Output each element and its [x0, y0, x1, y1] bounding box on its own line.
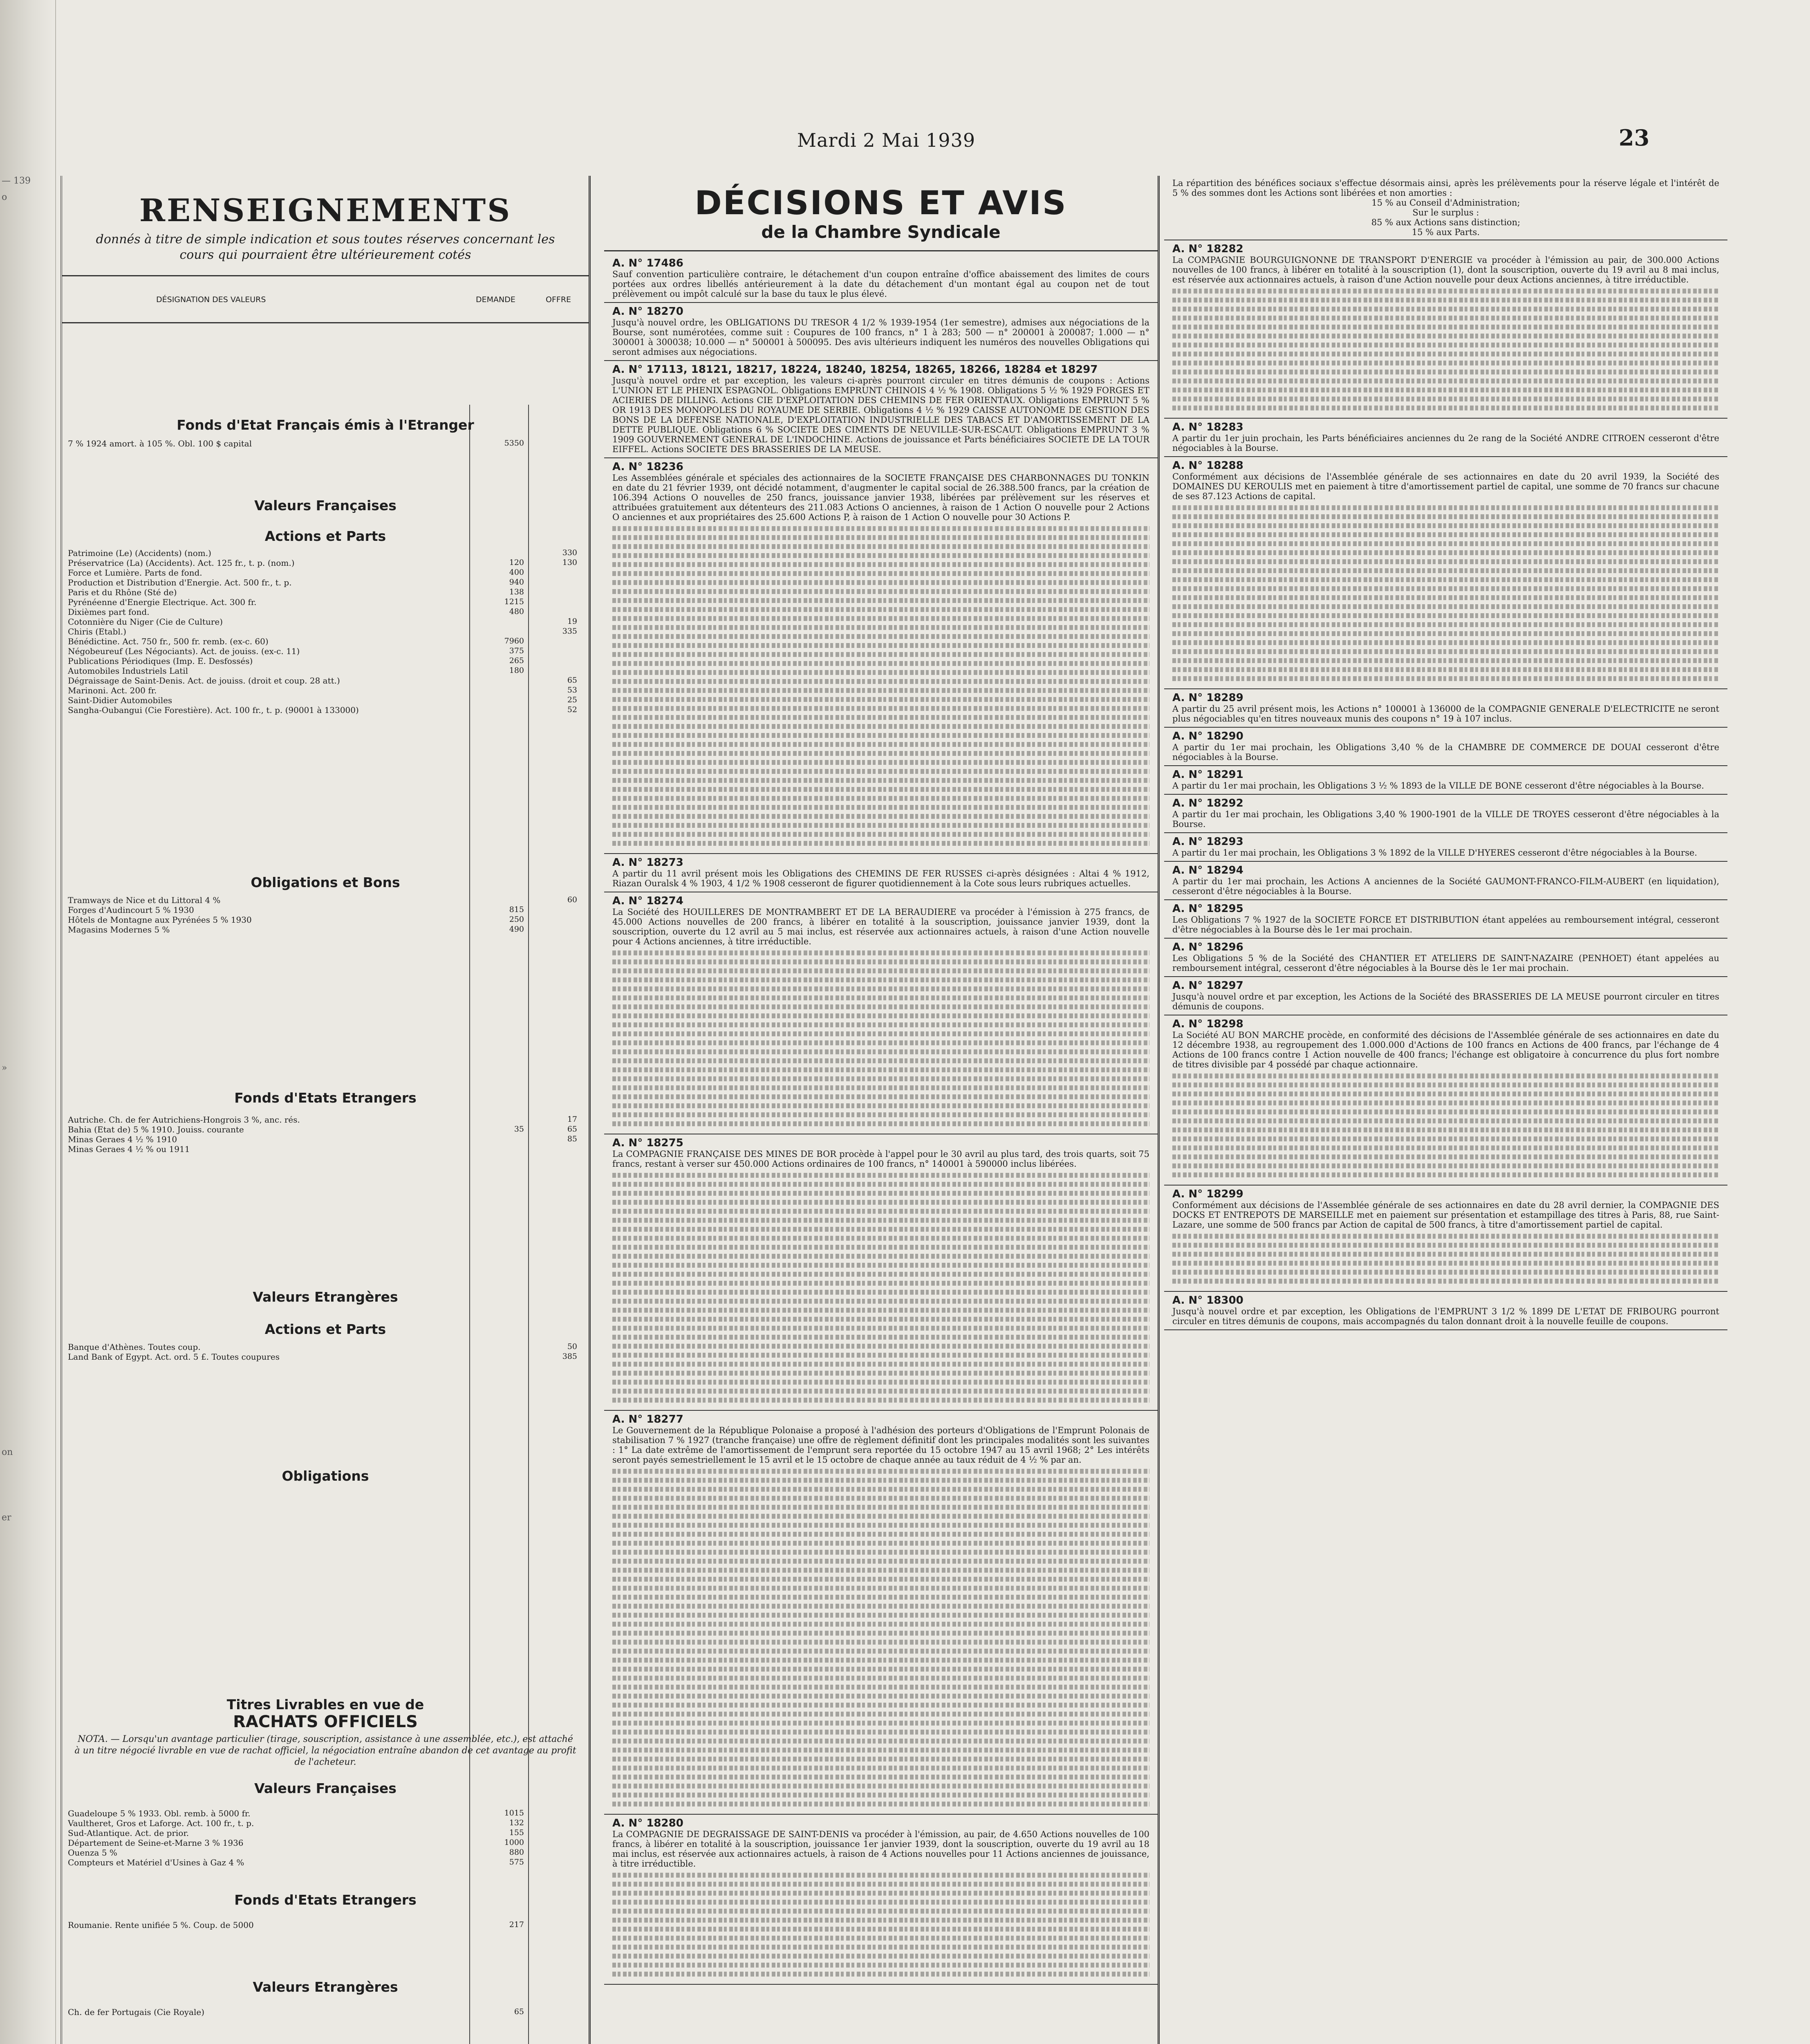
notice-text: Les Obligations 5 % de la Société des CHANTIER ET ATELIERS DE SAINT-NAZAIRE (PENHOET) étant appelées au remboursement intégral, cesseront d'être négociables à la Bourse dès le 1er mai prochain. — [1172, 953, 1719, 973]
value-demande: 1000 — [504, 1838, 524, 1847]
value-designation: Bénédictine. Act. 750 fr., 500 fr. remb. (ex-c. 60) — [68, 637, 269, 646]
notice-text: A partir du 1er juin prochain, les Parts bénéficiaires anciennes du 2e rang de la Société ANDRE CITROEN cesseront d'être négociables à la Bourse. — [1172, 433, 1719, 453]
notice-number: A. N° 17486 — [612, 257, 683, 269]
notice-number: A. N° 18297 — [1172, 979, 1243, 992]
notice — [1164, 1186, 1727, 1292]
notice — [1164, 977, 1727, 1015]
value-designation: Paris et du Rhône (Sté de) — [68, 587, 177, 597]
table-row — [62, 578, 589, 587]
value-offre: 50 — [567, 1342, 577, 1351]
value-designation: Forges d'Audincourt 5 % 1930 — [68, 905, 194, 915]
notice-text: Jusqu'à nouvel ordre et par exception, les Actions de la Société des BRASSERIES DE LA MEUSE pourront circuler en titres démunis de coupons. — [1172, 992, 1719, 1011]
value-demande: 180 — [509, 666, 524, 675]
table-row — [62, 617, 589, 627]
repartition-line-1: 15 % au Conseil d'Administration; — [1371, 198, 1520, 208]
value-designation: Chiris (Etabl.) — [68, 627, 126, 637]
page-number: 23 — [1619, 125, 1650, 151]
value-designation: Département de Seine-et-Marne 3 % 1936 — [68, 1838, 244, 1848]
value-offre: 385 — [562, 1352, 577, 1361]
notice-continuation — [612, 1873, 1149, 1977]
value-designation: Hôtels de Montagne aux Pyrénées 5 % 1930 — [68, 915, 252, 925]
value-offre: 52 — [567, 705, 577, 714]
notice — [604, 303, 1158, 361]
value-designation: Patrimoine (Le) (Accidents) (nom.) — [68, 548, 211, 558]
value-designation: Minas Geraes 4 ½ % ou 1911 — [68, 1144, 190, 1154]
notice — [1164, 457, 1727, 689]
renseignements-column — [60, 176, 591, 2044]
value-demande: 155 — [509, 1828, 524, 1837]
decisions-column — [604, 176, 1160, 2044]
value-offre: 335 — [562, 627, 577, 636]
section-valeurs-francaises: Valeurs Françaises — [254, 498, 396, 513]
notice-number: A. N° 18282 — [1172, 243, 1243, 255]
value-demande: 815 — [509, 905, 524, 914]
value-demande: 265 — [509, 656, 524, 665]
value-designation: Sangha-Oubangui (Cie Forestière). Act. 100 fr., t. p. (90001 à 133000) — [68, 705, 359, 715]
renseignements-subtitle: donnés à titre de simple indication et sous toutes réserves concernant les cours qui pourraient être ultérieurement cotés — [96, 232, 555, 262]
notice-number: A. N° 18291 — [1172, 769, 1243, 781]
notice — [604, 458, 1158, 854]
notice-text: Sauf convention particulière contraire, le détachement d'un coupon entraîne d'office abaissement des limites de cours portées aux ordres libellés antérieurement à la date du détachement d'un montant égal au coupon net de tout prélèvement ou impôt calculé sur la base du taux le plus élevé. — [612, 269, 1149, 299]
notice-text: Jusqu'à nouvel ordre, les OBLIGATIONS DU TRESOR 4 1/2 % 1939-1954 (1er semestre), admises aux négociations de la Bourse, sont numérotées, comme suit : Coupures de 100 francs, n° 1 à 283; 500 — n° 200001 à 200087; 1.000 — n° 300001 à 300038; 10.000 — n° 500001 à 500095. Des avis ultérieurs indiquent les numéros des nouvelles Obligations qui seront admises aux négociations. — [612, 318, 1149, 357]
repartition-intro: La répartition des bénéfices sociaux s'effectue désormais ainsi, après les prélèvements pour la réserve légale et l'intérêt de 5 % des sommes dont les Actions sont libérées et non amorties : — [1172, 178, 1719, 198]
value-demande: 400 — [509, 568, 524, 577]
section-rachats-officiels: RACHATS OFFICIELS — [233, 1712, 418, 1731]
section-valeurs-etrangeres-2: Valeurs Etrangères — [253, 1979, 398, 1995]
value-offre: 65 — [567, 676, 577, 685]
section-actions-parts-2: Actions et Parts — [264, 1321, 386, 1337]
notice-text: Jusqu'à nouvel ordre et par exception, les Obligations de l'EMPRUNT 3 1/2 % 1899 DE L'ETAT DE FRIBOURG pourront circuler en titres démunis de coupons, mais accompagnés du talon donnant droit à la nouvelle feuille de coupons. — [1172, 1307, 1719, 1326]
rows-fonds-francais — [62, 439, 589, 448]
notice-text: Les Assemblées générale et spéciales des actionnaires de la SOCIETE FRANÇAISE DES CHARBONNAGES DU TONKIN en date du 21 février 1939, ont décidé notamment, d'augmenter le capital social de 26.388.500 francs, par la création de 106.394 Actions O nouvelles de 250 francs, jouissance janvier 1938, libérées par prélèvement sur les réserves et attribuées gratuitement aux détenteurs des 211.083 Actions O anciennes, à raison de 1 Action O nouvelle pour 2 Actions O anciennes et aux propriétaires des 25.600 Actions P, à raison de 1 Action O nouvelle pour 30 Actions P. — [612, 473, 1149, 522]
left-page-edge: — 139 o » on er — [0, 0, 56, 2044]
notice-number: A. N° 18283 — [1172, 421, 1243, 433]
notice-continuation — [1172, 1234, 1719, 1284]
table-row — [62, 686, 589, 695]
value-demande: 120 — [509, 558, 524, 567]
value-designation: Compteurs et Matériel d'Usines à Gaz 4 % — [68, 1858, 244, 1867]
value-designation: Land Bank of Egypt. Act. ord. 5 £. Toutes coupures — [68, 1352, 280, 1362]
value-designation: Dégraissage de Saint-Denis. Act. de jouiss. (droit et coup. 28 att.) — [68, 676, 340, 686]
page-date: Mardi 2 Mai 1939 — [797, 129, 976, 151]
value-demande: 375 — [509, 646, 524, 655]
value-designation: Vaultheret, Gros et Laforge. Act. 100 fr., t. p. — [68, 1818, 254, 1828]
notice — [1164, 728, 1727, 766]
table-row — [62, 2007, 589, 2017]
table-row — [62, 1838, 589, 1848]
notice — [1164, 240, 1727, 419]
notice-number: A. N° 18299 — [1172, 1188, 1243, 1200]
value-offre: 330 — [562, 548, 577, 557]
notice-number: A. N° 17113, 18121, 18217, 18224, 18240, 18254, 18265, 18266, 18284 et 18297 — [612, 363, 1098, 376]
notice-text: La Société AU BON MARCHE procède, en conformité des décisions de l'Assemblée générale de ses actionnaires en date du 12 décembre 1938, au regroupement des 1.000.000 d'Actions de 100 francs en Actions de 400 francs, par l'échange de 4 Actions de 100 francs contre 1 Action nouvelle de 400 francs; l'échange est obligatoire à concurrence du plus fort nombre de titres divisible par 4 possédé par chaque actionnaire. — [1172, 1030, 1719, 1069]
table-row — [62, 1858, 589, 1867]
rows-obligations-bons — [62, 895, 589, 935]
notice-number: A. N° 18296 — [1172, 941, 1243, 953]
notice — [1164, 795, 1727, 833]
table-row — [62, 1352, 589, 1362]
notice-number: A. N° 18298 — [1172, 1018, 1243, 1030]
notice-text: A partir du 1er mai prochain, les Obligations 3 ½ % 1893 de la VILLE DE BONE cesseront d'être négociables à la Bourse. — [1172, 781, 1704, 791]
value-demande: 5350 — [504, 439, 524, 448]
section-fonds-francais: Fonds d'Etat Français émis à l'Etranger — [177, 417, 474, 433]
value-offre: 17 — [567, 1115, 577, 1124]
section-valeurs-francaises-2: Valeurs Françaises — [254, 1780, 396, 1796]
notice-continuation — [1172, 289, 1719, 410]
value-demande: 217 — [509, 1920, 524, 1929]
notice-text: A partir du 1er mai prochain, les Actions A anciennes de la Société GAUMONT-FRANCO-FILM-AUBERT (en liquidation), cesseront d'être négociables à la Bourse. — [1172, 876, 1719, 896]
notice — [1164, 689, 1727, 728]
page-frame — [60, 176, 1728, 2044]
value-demande: 1215 — [504, 597, 524, 606]
table-row — [62, 558, 589, 568]
notice — [604, 1134, 1158, 1411]
table-row — [62, 1848, 589, 1858]
table-row — [62, 568, 589, 578]
notice-text: A partir du 25 avril présent mois, les Actions n° 100001 à 136000 de la COMPAGNIE GENERALE D'ELECTRICITE ne seront plus négociables qu'en titres nouveaux munis des coupons n° 19 à 107 inclus. — [1172, 704, 1719, 724]
notice — [1164, 833, 1727, 862]
section-fonds-etrangers: Fonds d'Etats Etrangers — [234, 1090, 417, 1106]
notice-text: La COMPAGNIE BOURGUIGNONNE DE TRANSPORT D'ENERGIE va procéder à l'émission au pair, de 300.000 Actions nouvelles de 100 francs, à libérer en totalité à la souscription (1), dont la souscription, ouverte du 19 avril au 8 mai inclus, est réservée aux actionnaires actuels, à raison d'une Action nouvelle pour deux Actions anciennes, à titre irréductible. — [1172, 255, 1719, 285]
value-designation: Guadeloupe 5 % 1933. Obl. remb. à 5000 fr. — [68, 1809, 251, 1818]
notice-text: Le Gouvernement de la République Polonaise a proposé à l'adhésion des porteurs d'Obligations de l'Emprunt Polonais de stabilisation 7 % 1927 (tranche française) une offre de règlement définitif dont les principales modalités sont les suivantes : 1° La date extrême de l'amortissement de l'emprunt sera reportée du 15 octobre 1947 au 15 avril 1968; 2° Les intérêts seront payés semestriellement le 15 avril et le 15 octobre de chaque année au taux réduit de 4 ½ % par an. — [612, 1425, 1149, 1465]
renseignements-title: RENSEIGNEMENTS — [139, 192, 512, 229]
value-designation: Cotonnière du Niger (Cie de Culture) — [68, 617, 223, 627]
section-actions-parts: Actions et Parts — [264, 528, 386, 544]
value-designation: Autriche. Ch. de fer Autrichiens-Hongrois 3 %, anc. rés. — [68, 1115, 300, 1125]
notice-text: Jusqu'à nouvel ordre et par exception, les valeurs ci-après pourront circuler en titres démunis de coupons : Actions L'UNION ET LE PHENIX ESPAGNOL. Obligations EMPRUNT CHINOIS 4 ½ % 1908. Obligations 5 ½ % 1929 FORGES ET ACIERIES DE DILLING. Actions CIE D'EXPLOITATION DES CHEMINS DE FER ORIENTAUX. Obligations EMPRUNT 5 % OR 1913 DES MONOPOLES DU ROYAUME DE SERBIE. Obligations 4 ½ % 1929 CAISSE AUTONOME DE GESTION DES BONS DE LA DEFENSE NATIONALE, D'EXPLOITATION INDUSTRIELLE DES TABACS ET D'AMORTISSEMENT DE LA DETTE PUBLIQUE. Obligations 6 % SOCIETE DES CIMENTS DE NEUVILLE-SUR-ESCAUT. Obligations EMPRUNT 3 % 1909 GOUVERNEMENT GENERAL DE L'INDOCHINE. Actions de jouissance et Parts bénéficiaires SOCIETE DE LA TOUR EIFFEL. Actions SOCIETE DES BRASSERIES DE LA MEUSE. — [612, 376, 1149, 454]
value-demande: 575 — [509, 1858, 524, 1867]
notice-text: A partir du 1er mai prochain, les Obligations 3,40 % de la CHAMBRE DE COMMERCE DE DOUAI cesseront d'être négociables à la Bourse. — [1172, 742, 1719, 762]
notice-text: Conformément aux décisions de l'Assemblée générale de ses actionnaires en date du 20 avril 1939, la Société des DOMAINES DU KEROULIS met en paiement à titre d'amortissement partiel de capital, une somme de 70 francs sur chacune de ses 87.123 Actions de capital. — [1172, 472, 1719, 501]
value-offre: 60 — [567, 895, 577, 904]
decisions-subtitle: de la Chambre Syndicale — [761, 222, 1001, 242]
table-row — [62, 607, 589, 617]
rows-rachats-valeurs-etrangeres — [62, 2007, 589, 2017]
table-row — [62, 1125, 589, 1134]
notice-number: A. N° 18280 — [612, 1817, 683, 1829]
notice-number: A. N° 18292 — [1172, 797, 1243, 809]
notice-continuation — [612, 1173, 1149, 1403]
col-offre: OFFRE — [546, 295, 571, 304]
notice-text: Les Obligations 7 % 1927 de la SOCIETE FORCE ET DISTRIBUTION étant appelées au remboursement intégral, cesseront d'être négociables à la Bourse dès le 1er mai prochain. — [1172, 915, 1719, 935]
value-designation: Préservatrice (La) (Accidents). Act. 125 fr., t. p. (nom.) — [68, 558, 295, 568]
table-row — [62, 895, 589, 905]
table-row — [62, 925, 589, 935]
notice-number: A. N° 18270 — [612, 305, 683, 318]
table-row — [62, 597, 589, 607]
table-row — [62, 1134, 589, 1144]
col-demande: DEMANDE — [476, 295, 515, 304]
value-designation: Minas Geraes 4 ½ % 1910 — [68, 1134, 177, 1144]
repartition-line-4: 15 % aux Parts. — [1411, 227, 1480, 237]
value-designation: Tramways de Nice et du Littoral 4 % — [68, 895, 221, 905]
table-row — [62, 646, 589, 656]
table-row — [62, 1920, 589, 1930]
notice-text: A partir du 1er mai prochain, les Obligations 3 % 1892 de la VILLE D'HYERES cesseront d'être négociables à la Bourse. — [1172, 848, 1697, 858]
notice — [604, 255, 1158, 303]
section-obligations-bons: Obligations et Bons — [251, 874, 400, 890]
table-row — [62, 627, 589, 637]
section-obligations: Obligations — [282, 1468, 369, 1484]
table-row — [62, 656, 589, 666]
value-designation: Automobiles Industriels Latil — [68, 666, 188, 676]
section-valeurs-etrangeres: Valeurs Etrangères — [253, 1289, 398, 1305]
value-designation: Saint-Didier Automobiles — [68, 695, 172, 705]
value-designation: Publications Périodiques (Imp. E. Desfossés) — [68, 656, 253, 666]
section-fonds-etrangers-2: Fonds d'Etats Etrangers — [234, 1892, 417, 1908]
repartition-text — [1164, 176, 1727, 240]
value-demande: 138 — [509, 587, 524, 596]
value-designation: Marinoni. Act. 200 fr. — [68, 686, 157, 695]
table-row — [62, 676, 589, 686]
value-demande: 132 — [509, 1818, 524, 1827]
rows-actions — [62, 548, 589, 715]
notice — [604, 892, 1158, 1134]
notices-column-right — [1164, 176, 1727, 2044]
notice-text: Conformément aux décisions de l'Assemblée générale de ses actionnaires en date du 28 avril dernier, la COMPAGNIE DES DOCKS ET ENTREPOTS DE MARSEILLE met en paiement sur présentation et estampillage des titres à Paris, 88, rue Saint-Lazare, une somme de 500 francs par Action de capital de 500 francs, à titre d'amortissement partiel de capital. — [1172, 1200, 1719, 1230]
value-offre: 85 — [567, 1134, 577, 1143]
section-titres-livrables: Titres Livrables en vue de — [226, 1697, 424, 1712]
rows-rachats-francaises — [62, 1809, 589, 1867]
value-demande: 65 — [514, 2007, 524, 2016]
value-demande: 250 — [509, 915, 524, 924]
table-row — [62, 587, 589, 597]
notice — [604, 854, 1158, 892]
value-designation: Sud-Atlantique. Act. de prior. — [68, 1828, 189, 1838]
notice — [1164, 939, 1727, 977]
value-offre: 53 — [567, 686, 577, 695]
table-row — [62, 439, 589, 448]
value-offre: 130 — [562, 558, 577, 567]
notice-text: A partir du 11 avril présent mois les Obligations des CHEMINS DE FER RUSSES ci-après désignées : Altai 4 % 1912, Riazan Ouralsk 4 % 1903, 4 1/2 % 1908 cesseront de figurer quotidiennement à la Cote sous leurs rubriques actuelles. — [612, 869, 1149, 888]
notice — [1164, 766, 1727, 795]
rows-rachats-etrangers — [62, 1920, 589, 1930]
value-demande: 880 — [509, 1848, 524, 1857]
notice-number: A. N° 18300 — [1172, 1294, 1243, 1307]
value-designation: Roumanie. Rente unifiée 5 %. Coup. de 5000 — [68, 1920, 254, 1930]
notice-number: A. N° 18290 — [1172, 730, 1243, 742]
notice — [604, 361, 1158, 458]
notice-number: A. N° 18236 — [612, 461, 683, 473]
table-row — [62, 666, 589, 676]
table-row — [62, 695, 589, 705]
value-designation: Pyrénéenne d'Energie Electrique. Act. 300 fr. — [68, 597, 257, 607]
table-row — [62, 1342, 589, 1352]
notice — [1164, 1015, 1727, 1186]
value-designation: Ch. de fer Portugais (Cie Royale) — [68, 2007, 205, 2017]
notice-number: A. N° 18275 — [612, 1137, 683, 1149]
value-designation: Banque d'Athènes. Toutes coup. — [68, 1342, 201, 1352]
table-row — [62, 548, 589, 558]
notice — [604, 1815, 1158, 1985]
table-header — [62, 275, 589, 323]
value-designation: Négobeureuf (Les Négociants). Act. de jouiss. (ex-c. 11) — [68, 646, 300, 656]
rachats-nota: NOTA. — Lorsqu'un avantage particulier (tirage, souscription, assistance à une assemblée, etc.), est attaché à un titre négocié livrable en vue de rachat officiel, la négociation entraîne abandon de cet avantage au profit de l'acheteur. — [74, 1734, 576, 1767]
value-designation: Force et Lumière. Parts de fond. — [68, 568, 202, 578]
table-row — [62, 637, 589, 646]
value-designation: Ouenza 5 % — [68, 1848, 117, 1858]
table-row — [62, 1115, 589, 1125]
notice-number: A. N° 18273 — [612, 856, 683, 869]
rows-fonds-etrangers — [62, 1115, 589, 1154]
notice-number: A. N° 18295 — [1172, 903, 1243, 915]
notice-text: A partir du 1er mai prochain, les Obligations 3,40 % 1900-1901 de la VILLE DE TROYES cesseront d'être négociables à la Bourse. — [1172, 809, 1719, 829]
table-row — [62, 915, 589, 925]
notice-text: La COMPAGNIE FRANÇAISE DES MINES DE BOR procède à l'appel pour le 30 avril au plus tard, des trois quarts, soit 75 francs, restant à verser sur 450.000 Actions ordinaires de 100 francs, n° 140001 à 590000 inclus libérées. — [612, 1149, 1149, 1169]
table-row — [62, 905, 589, 915]
value-designation: Production et Distribution d'Energie. Act. 500 fr., t. p. — [68, 578, 292, 587]
table-row — [62, 705, 589, 715]
notice-number: A. N° 18274 — [612, 895, 683, 907]
notice-continuation — [612, 1469, 1149, 1806]
notice — [1164, 900, 1727, 939]
notice-number: A. N° 18288 — [1172, 459, 1243, 472]
notice — [1164, 1292, 1727, 1330]
notice-number: A. N° 18289 — [1172, 692, 1243, 704]
table-row — [62, 1818, 589, 1828]
table-row — [62, 1809, 589, 1818]
rows-valeurs-etrangeres — [62, 1342, 589, 1362]
value-offre: 65 — [567, 1125, 577, 1134]
value-designation: Bahia (Etat de) 5 % 1910. Jouiss. courante — [68, 1125, 244, 1134]
value-demande: 490 — [509, 925, 524, 934]
decisions-title: DÉCISIONS ET AVIS — [694, 184, 1067, 222]
notice-continuation — [1172, 505, 1719, 681]
notice — [604, 1411, 1158, 1815]
table-row — [62, 1144, 589, 1154]
value-designation: Dixièmes part fond. — [68, 607, 150, 617]
notice-number: A. N° 18294 — [1172, 864, 1243, 876]
col-designation: DÉSIGNATION DES VALEURS — [156, 295, 266, 304]
value-designation: 7 % 1924 amort. à 105 %. Obl. 100 $ capital — [68, 439, 252, 448]
table-row — [62, 1828, 589, 1838]
value-demande: 940 — [509, 578, 524, 587]
notice-number: A. N° 18293 — [1172, 836, 1243, 848]
value-demande: 7960 — [504, 637, 524, 645]
notice-number: A. N° 18277 — [612, 1413, 683, 1425]
value-designation: Magasins Modernes 5 % — [68, 925, 170, 935]
notice-continuation — [1172, 1074, 1719, 1177]
decisions-notices — [604, 255, 1158, 1985]
notice-continuation — [612, 950, 1149, 1126]
repartition-line-2: Sur le surplus : — [1412, 208, 1479, 217]
value-offre: 25 — [567, 695, 577, 704]
notice — [1164, 419, 1727, 457]
repartition-line-3: 85 % aux Actions sans distinction; — [1371, 217, 1521, 227]
notice-text: La COMPAGNIE DE DEGRAISSAGE DE SAINT-DENIS va procéder à l'émission, au pair, de 4.650 Actions nouvelles de 100 francs, à libérer en totalité à la souscription, jouissance 1er janvier 1939, dont la souscription, ouverte du 19 avril au 18 mai inclus, est réservée aux actionnaires actuels, à raison de 4 Actions nouvelles pour 11 Actions anciennes de jouissance, à titre irréductible. — [612, 1829, 1149, 1869]
table-body — [62, 413, 589, 2017]
right-notices — [1164, 240, 1727, 1330]
value-demande: 480 — [509, 607, 524, 616]
notice-continuation — [612, 526, 1149, 846]
notice-text: La Société des HOUILLERES DE MONTRAMBERT ET DE LA BERAUDIERE va procéder à l'émission à 275 francs, de 45.000 Actions nouvelles de 200 francs, à libérer en totalité à la souscription, jouissance janvier 1939, dont la souscription, ouverte du 12 avril au 5 mai inclus, est réservée aux actionnaires actuels, à raison d'une Action nouvelle pour 4 Actions anciennes, à titre irréductible. — [612, 907, 1149, 946]
value-demande: 1015 — [504, 1809, 524, 1818]
value-offre: 19 — [567, 617, 577, 626]
value-demande: 35 — [514, 1125, 524, 1134]
notice — [1164, 862, 1727, 900]
